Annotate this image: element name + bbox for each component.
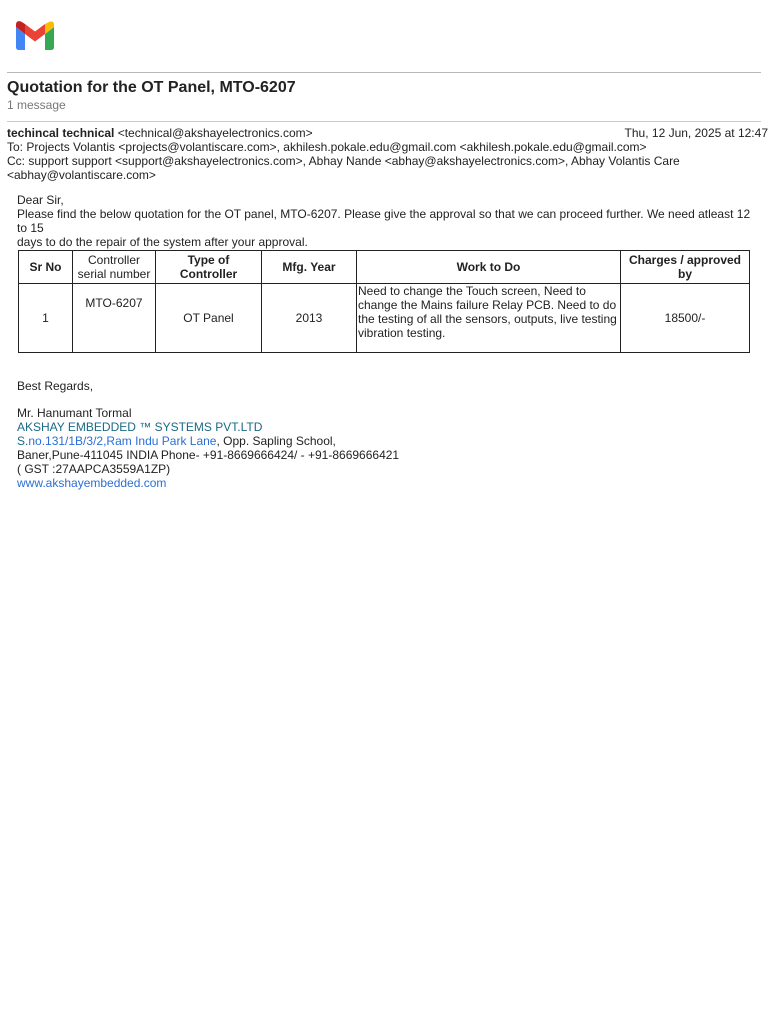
cell-type: OT Panel bbox=[156, 284, 262, 353]
table-row bbox=[19, 284, 750, 353]
signature-block bbox=[17, 379, 757, 490]
col-header-serial-number: Controller serial number bbox=[73, 251, 156, 284]
cell-serial-number: MTO-6207 bbox=[73, 284, 156, 353]
email-subject: Quotation for the OT Panel, MTO-6207 bbox=[7, 79, 296, 96]
email-header bbox=[7, 126, 768, 182]
col-header-work: Work to Do bbox=[357, 251, 621, 284]
col-header-sr-no: Sr No bbox=[19, 251, 73, 284]
col-header-type: Type of Controller bbox=[156, 251, 262, 284]
company-name: AKSHAY EMBEDDED ™ SYSTEMS PVT.LTD bbox=[17, 420, 263, 434]
cc-line: Cc: support support <support@akshayelectronics.com>, Abhay Nande <abhay@akshayelectronics.com>, Abhay Volantis Care bbox=[7, 154, 680, 168]
gst-number: ( GST :27AAPCA3559A1ZP) bbox=[17, 462, 171, 476]
body-paragraph-2: days to do the repair of the system after your approval. bbox=[17, 235, 308, 249]
message-count: 1 message bbox=[7, 98, 66, 112]
header-divider bbox=[7, 121, 761, 122]
website-link[interactable]: www.akshayembedded.com bbox=[17, 476, 167, 490]
to-line: To: Projects Volantis <projects@volantiscare.com>, akhilesh.pokale.edu@gmail.com <akhilesh.pokale.edu@gmail.com> bbox=[7, 140, 647, 154]
col-header-charges: Charges / approved by bbox=[621, 251, 750, 284]
address-link[interactable]: no.131/1B/3/2,Ram Indu Park Lane bbox=[28, 434, 217, 448]
gmail-logo-icon bbox=[16, 21, 54, 50]
address-suffix: , Opp. Sapling School, bbox=[216, 434, 336, 448]
cc-line-continued: <abhay@volantiscare.com> bbox=[7, 168, 156, 182]
top-divider bbox=[7, 72, 761, 73]
col-header-mfg-year: Mfg. Year bbox=[262, 251, 357, 284]
address-line-2: Baner,Pune-411045 INDIA Phone- +91-8669666424/ - +91-8669666421 bbox=[17, 448, 400, 462]
email-date: Thu, 12 Jun, 2025 at 12:47 bbox=[624, 126, 768, 140]
signer-name: Mr. Hanumant Tormal bbox=[17, 406, 132, 420]
sender-email: <technical@akshayelectronics.com> bbox=[117, 126, 313, 140]
regards: Best Regards, bbox=[17, 379, 94, 393]
quotation-table bbox=[18, 250, 750, 353]
cell-mfg-year: 2013 bbox=[262, 284, 357, 353]
sender-name: techincal technical bbox=[7, 126, 115, 140]
address-line-1 bbox=[17, 434, 757, 448]
email-body bbox=[17, 193, 762, 249]
cell-work: Need to change the Touch screen, Need to change the Mains failure Relay PCB. Need to do the testing of all the sensors, outputs, live testing vibration testing. bbox=[357, 284, 621, 353]
greeting: Dear Sir, bbox=[17, 193, 64, 207]
cell-sr-no: 1 bbox=[19, 284, 73, 353]
body-paragraph-1: Please find the below quotation for the OT panel, MTO-6207. Please give the approval so that we can proceed further. We need atleast 12 to 15 bbox=[17, 207, 751, 235]
cell-charges: 18500/- bbox=[621, 284, 750, 353]
address-prefix: S. bbox=[17, 434, 29, 448]
table-header-row bbox=[19, 251, 750, 284]
